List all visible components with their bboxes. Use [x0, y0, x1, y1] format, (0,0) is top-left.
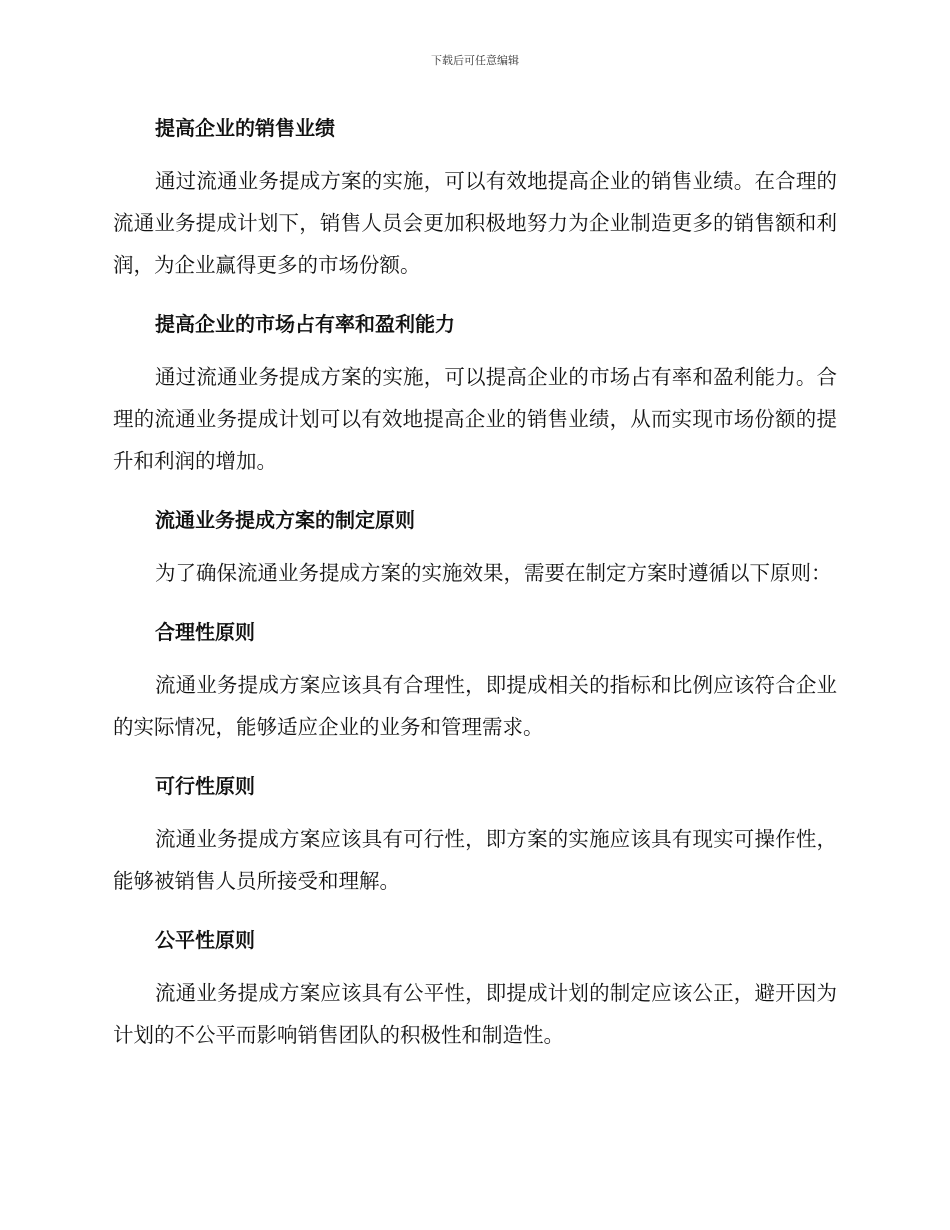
section-heading: 流通业务提成方案的制定原则	[155, 508, 415, 532]
section-heading: 可行性原则	[155, 774, 255, 798]
section-heading: 公平性原则	[155, 928, 255, 952]
section-paragraph: 通过流通业务提成方案的实施，可以有效地提高企业的销售业绩。在合理的流通业务提成计划下，销售人员会更加积极地努力为企业制造更多的销售额和利润，为企业赢得更多的市场份额。	[113, 169, 837, 277]
section-heading: 提高企业的市场占有率和盈利能力	[155, 312, 455, 336]
section-paragraph: 通过流通业务提成方案的实施，可以提高企业的市场占有率和盈利能力。合理的流通业务提成计划可以有效地提高企业的销售业绩，从而实现市场份额的提升和利润的增加。	[113, 365, 837, 473]
page-header-note: 下载后可任意编辑	[431, 54, 519, 67]
section-heading: 合理性原则	[155, 620, 255, 644]
section-paragraph: 流通业务提成方案应该具有合理性，即提成相关的指标和比例应该符合企业的实际情况，能够适应企业的业务和管理需求。	[113, 673, 837, 739]
section-paragraph: 流通业务提成方案应该具有可行性，即方案的实施应该具有现实可操作性，能够被销售人员所接受和理解。	[113, 827, 837, 893]
section-heading: 提高企业的销售业绩	[155, 116, 335, 140]
section-paragraph: 流通业务提成方案应该具有公平性，即提成计划的制定应该公正，避开因为计划的不公平而影响销售团队的积极性和制造性。	[113, 981, 837, 1047]
section-paragraph: 为了确保流通业务提成方案的实施效果，需要在制定方案时遵循以下原则：	[155, 561, 832, 585]
document-body	[113, 108, 837, 1074]
